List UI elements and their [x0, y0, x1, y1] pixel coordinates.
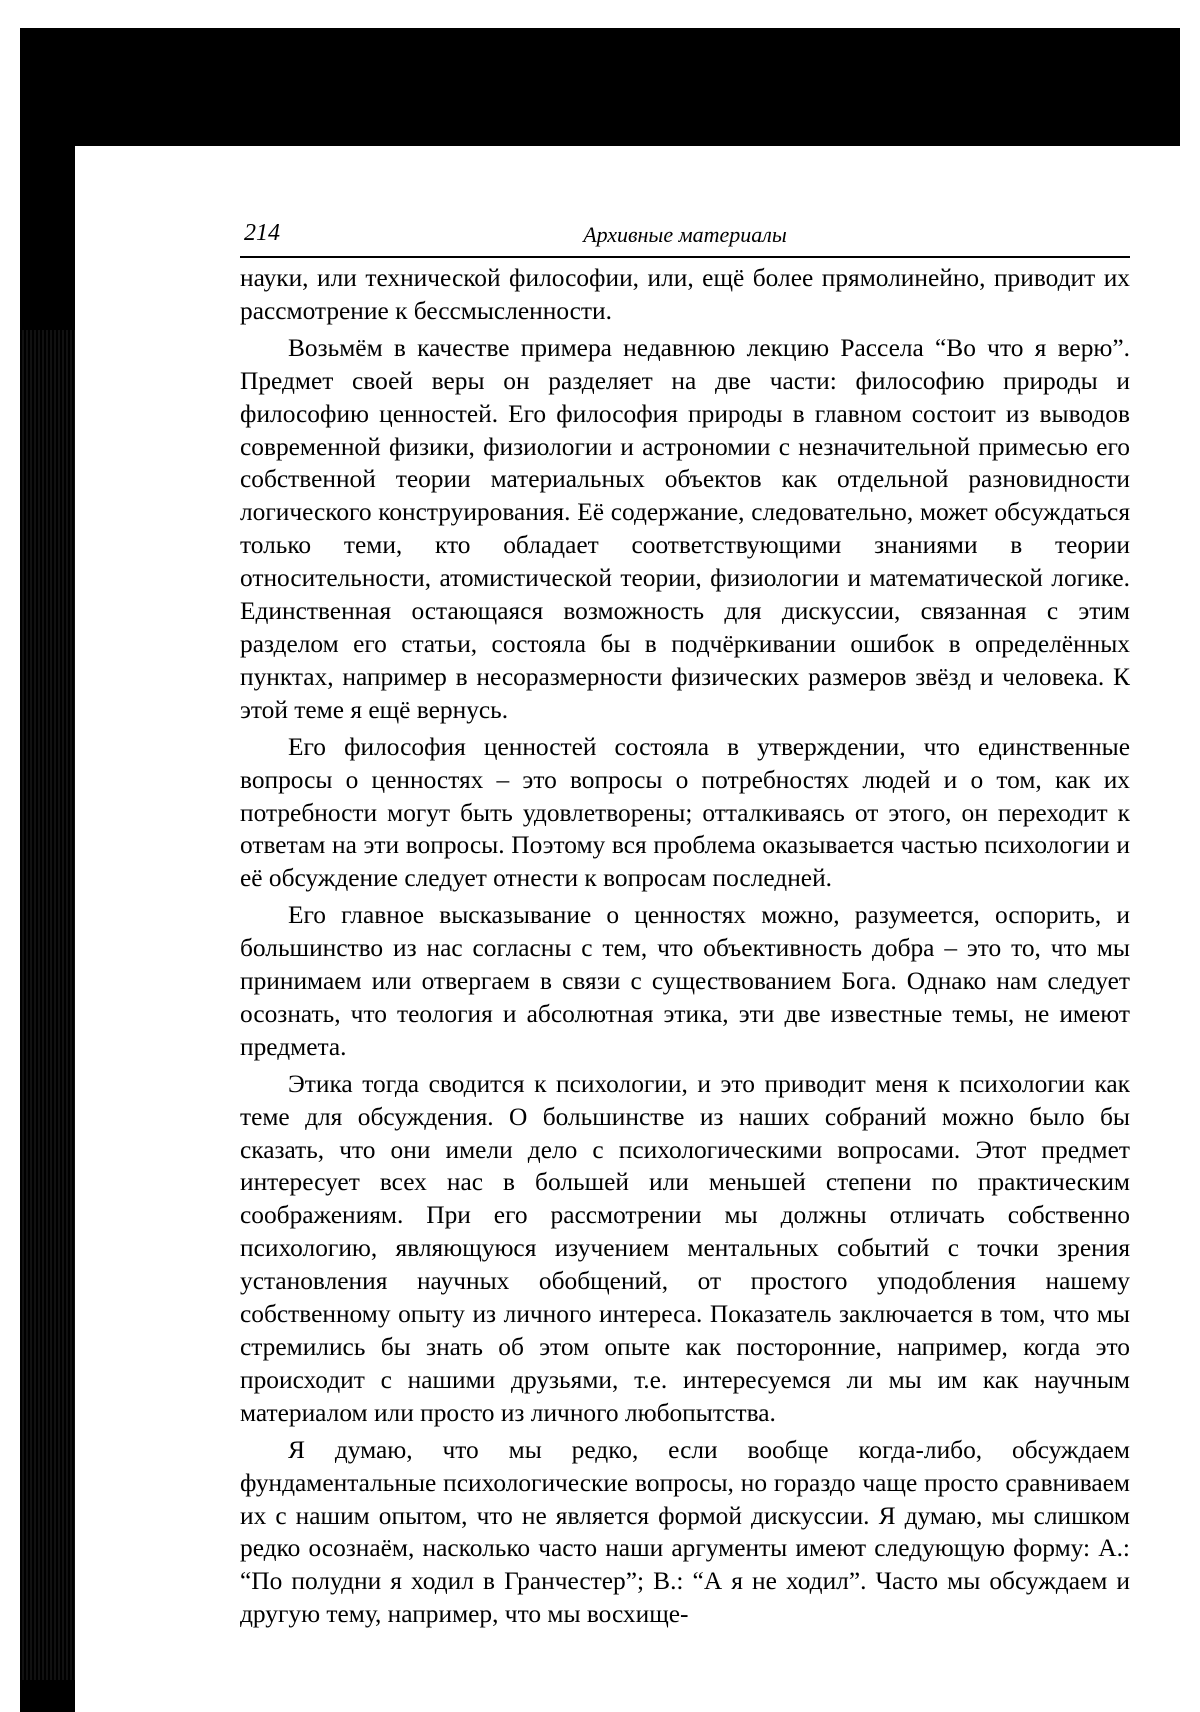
paragraph: науки, или технической философии, или, ещё более прямолинейно, приводит их рассмотрение к бессмысленности. — [240, 264, 1130, 325]
paragraph: Возьмём в качестве примера недавнюю лекцию Рассела “Во что я верю”. Предмет своей веры он разделяет на две части: философию природы и философию ценностей. Его философия природы в главном состоит из выводов современной физики, физиологии и астрономии с незначительной примесью его собственной теории материальных объектов как отдельной разновидности логического конструирования. Её содержание, следовательно, может обсуждаться только теми, кто обладает соответствующими знаниями в теории относительности, атомистической теории, физиологии и математической логике. Единственная остающаяся возможность для дискуссии, связанная с этим разделом его статьи, состояла бы в подчёркивании ошибок в определённых пунктах, например в несоразмерности физических размеров звёзд и человека. К этой теме я ещё вернусь. — [240, 333, 1130, 724]
paragraph: Его философия ценностей состояла в утверждении, что единственные вопросы о ценностях – это вопросы о потребностях людей и о том, как их потребности могут быть удовлетворены; отталкиваясь от этого, он переходит к ответам на эти вопросы. Поэтому вся проблема оказывается частью психологии и её обсуждение следует отнести к вопросам последней. — [240, 732, 1130, 893]
paragraph: Этика тогда сводится к психологии, и это приводит меня к психологии как теме для обсуждения. О большинстве из наших собраний можно было бы сказать, что они имели дело с психологическими вопросами. Этот предмет интересует всех нас в большей или меньшей степени по практическим соображениям. При его рассмотрении мы должны отличать собственно психологию, являющуюся изучением ментальных событий с точки зрения установления научных обобщений, от простого уподобления нашему собственному опыту из личного интереса. Показатель заключается в том, что мы стремились бы знать об этом опыте как посторонние, например, когда это происходит с нашими друзьями, т.е. интересуемся ли мы им как научным материалом или просто из личного любопытства. — [240, 1069, 1130, 1427]
page-header — [240, 220, 1130, 258]
scan-black-border-top — [20, 28, 1180, 146]
paragraph: Я думаю, что мы редко, если вообще когда-либо, обсуждаем фундаментальные психологические вопросы, но гораздо чаще просто сравниваем их с нашим опытом, что не является формой дискуссии. Я думаю, мы слишком редко осознаём, насколько часто наши аргументы имеют следующую форму: А.: “По полудни я ходил в Гранчестер”; В.: “А я не ходил”. Часто мы обсуждаем и другую тему, например, что мы восхище- — [240, 1435, 1130, 1629]
paragraph: Его главное высказывание о ценностях можно, разумеется, оспорить, и большинство из нас согласны с тем, что объективность добра – это то, что мы принимаем или отвергаем в связи с существованием Бога. Однако нам следует осознать, что теология и абсолютная этика, эти две известные темы, не имеют предмета. — [240, 901, 1130, 1061]
page-number: 214 — [244, 220, 280, 246]
scan-edge-marks — [20, 330, 75, 1680]
running-title: Архивные материалы — [583, 222, 787, 247]
body-text — [240, 262, 1130, 1635]
